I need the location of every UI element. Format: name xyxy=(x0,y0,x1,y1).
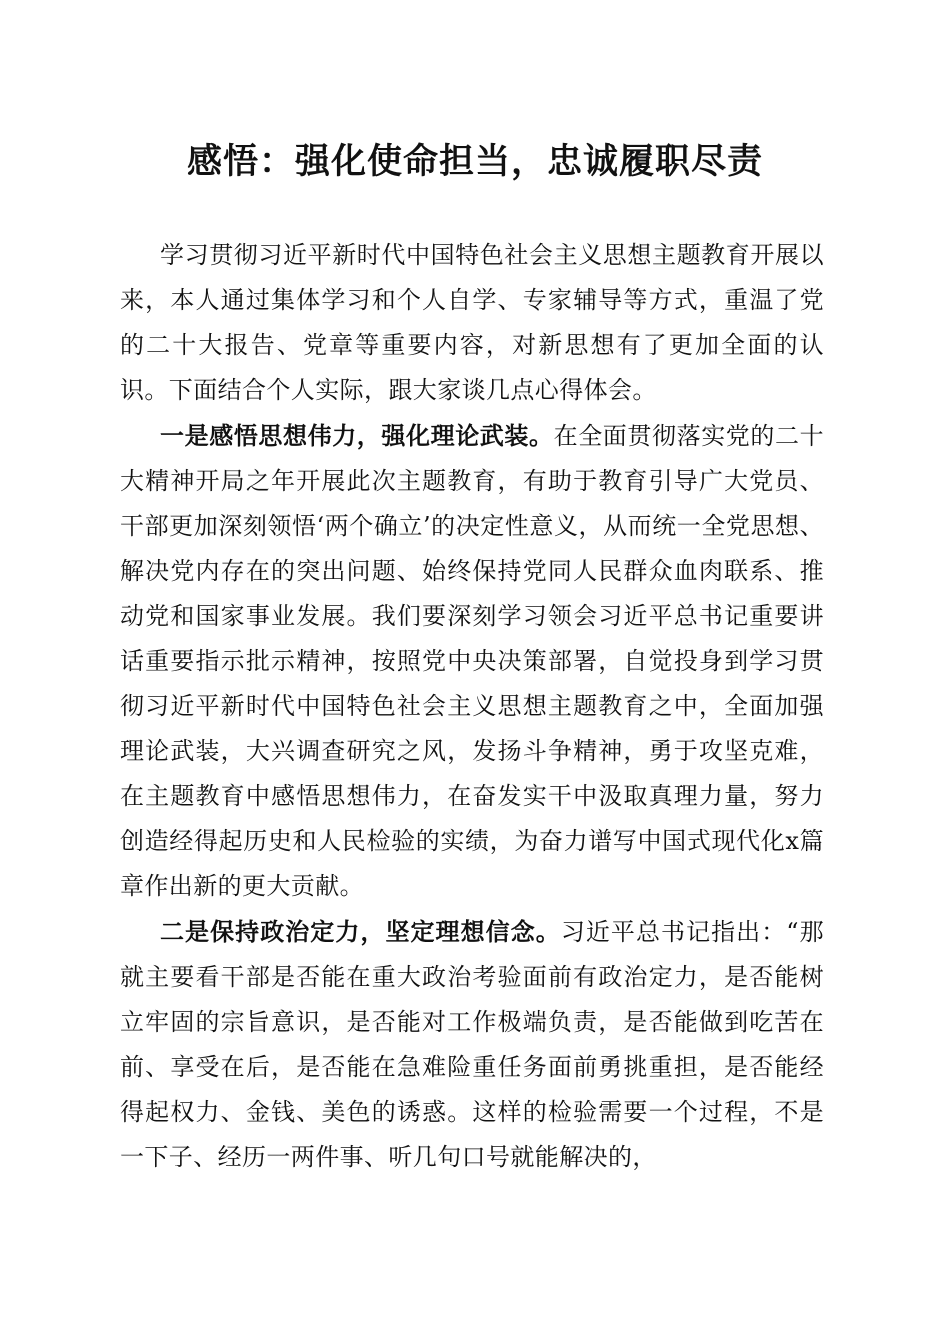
paragraph-text: 习近平总书记指出：“那就主要看干部是否能在重大政治考验面前有政治定力，是否能树立牢固的宗旨意识，是否能对工作极端负责，是否能做到吃苦在前、享受在后，是否能在急难险重任务面前勇挑重担，是否能经得起权力、金钱、美色的诱惑。这样的检验需要一个过程，不是一下子、经历一两件事、听几句口号就能解决的， xyxy=(120,918,824,1171)
paragraph-text: 在全面贯彻落实党的二十大精神开局之年开展此次主题教育，有助于教育引导广大党员、干部更加深刻领悟‘两个确立’的决定性意义，从而统一全党思想、解决党内存在的突出问题、始终保持党同人民群众血肉联系、推动党和国家事业发展。我们要深刻学习领会习近平总书记重要讲话重要指示批示精神，按照党中央决策部署，自觉投身到学习贯彻习近平新时代中国特色社会主义思想主题教育之中，全面加强理论武装，大兴调查研究之风，发扬斗争精神，勇于攻坚克难，在主题教育中感悟思想伟力，在奋发实干中汲取真理力量，努力创造经得起历史和人民检验的实绩，为奋力谱写中国式现代化x篇章作出新的更大贡献。 xyxy=(120,422,824,900)
paragraph-text: 学习贯彻习近平新时代中国特色社会主义思想主题教育开展以来，本人通过集体学习和个人自学、专家辅导等方式，重温了党的二十大报告、党章等重要内容，对新思想有了更加全面的认识。下面结合个人实际，跟大家谈几点心得体会。 xyxy=(120,241,824,404)
paragraph-intro xyxy=(120,232,824,413)
paragraph-lead: 一是感悟思想伟力，强化理论武装。 xyxy=(160,421,554,450)
paragraph-lead: 二是保持政治定力，坚定理想信念。 xyxy=(160,917,561,946)
paragraph-point-one xyxy=(120,413,824,909)
document-body xyxy=(120,232,824,1180)
document-title: 感悟：强化使命担当，忠诚履职尽责 xyxy=(186,141,763,182)
paragraph-point-two xyxy=(120,909,824,1180)
